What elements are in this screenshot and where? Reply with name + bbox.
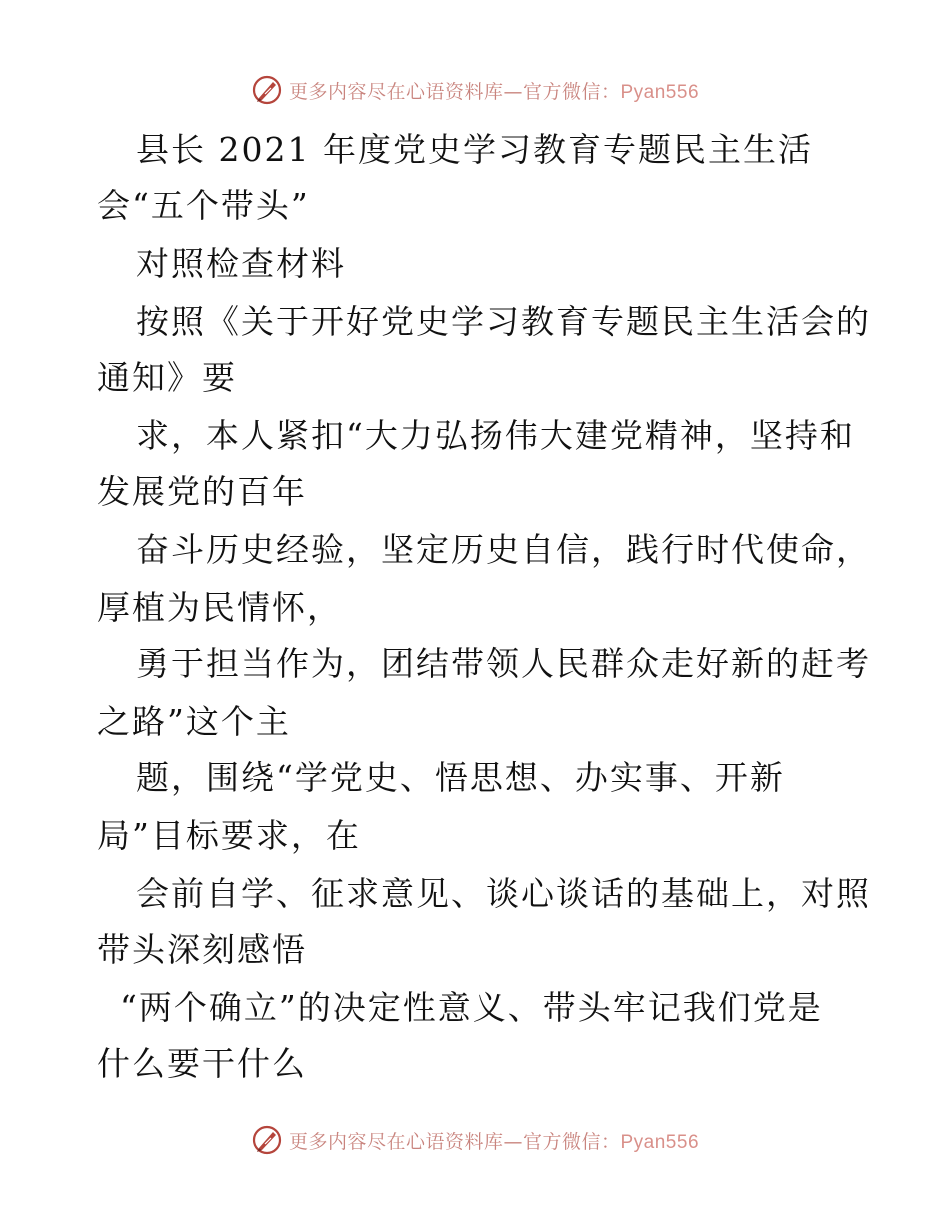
text-line: 求，本人紧扣“大力弘扬伟大建党精神，坚持和	[136, 416, 855, 455]
text-line: 发展党的百年	[97, 472, 307, 511]
footer-watermark	[0, 1120, 950, 1160]
text-line: 之路”这个主	[97, 702, 291, 741]
text-line: 带头深刻感悟	[97, 930, 307, 969]
watermark-text	[289, 1127, 699, 1154]
watermark-wechat-label: 官方微信：	[522, 1130, 621, 1153]
text-line: 按照《关于开好党史学习教育专题民主生活会的	[136, 302, 871, 341]
watermark-separator: —	[503, 1130, 523, 1153]
text-line: 勇于担当作为，团结带领人民群众走好新的赶考	[136, 644, 871, 683]
text-line: “两个确立”的决定性意义、带头牢记我们党是	[120, 988, 823, 1027]
watermark-separator: —	[503, 80, 523, 103]
text-line: 对照检查材料	[136, 244, 346, 283]
text-line: 会“五个带头”	[97, 186, 310, 225]
watermark-wechat-label: 官方微信：	[522, 80, 621, 103]
text-line: 局”目标要求，在	[97, 816, 361, 855]
text-line: 厚植为民情怀，	[97, 588, 342, 627]
watermark-site: 更多内容尽在心语资料库	[288, 80, 504, 103]
watermark-wechat-id: Pyan556	[620, 81, 700, 103]
text-line: 通知》要	[97, 358, 237, 397]
text-line: 什么要干什么	[97, 1044, 307, 1083]
watermark-site: 更多内容尽在心语资料库	[288, 1130, 504, 1153]
watermark-wechat-id: Pyan556	[620, 1131, 700, 1153]
text-line: 县长 2021 年度党史学习教育专题民主生活	[136, 130, 813, 169]
quill-logo-icon	[251, 1124, 283, 1156]
text-line: 会前自学、征求意见、谈心谈话的基础上，对照	[136, 874, 871, 913]
text-line: 题，围绕“学党史、悟思想、办实事、开新	[136, 758, 785, 797]
text-line: 奋斗历史经验，坚定历史自信，践行时代使命，	[136, 530, 871, 569]
